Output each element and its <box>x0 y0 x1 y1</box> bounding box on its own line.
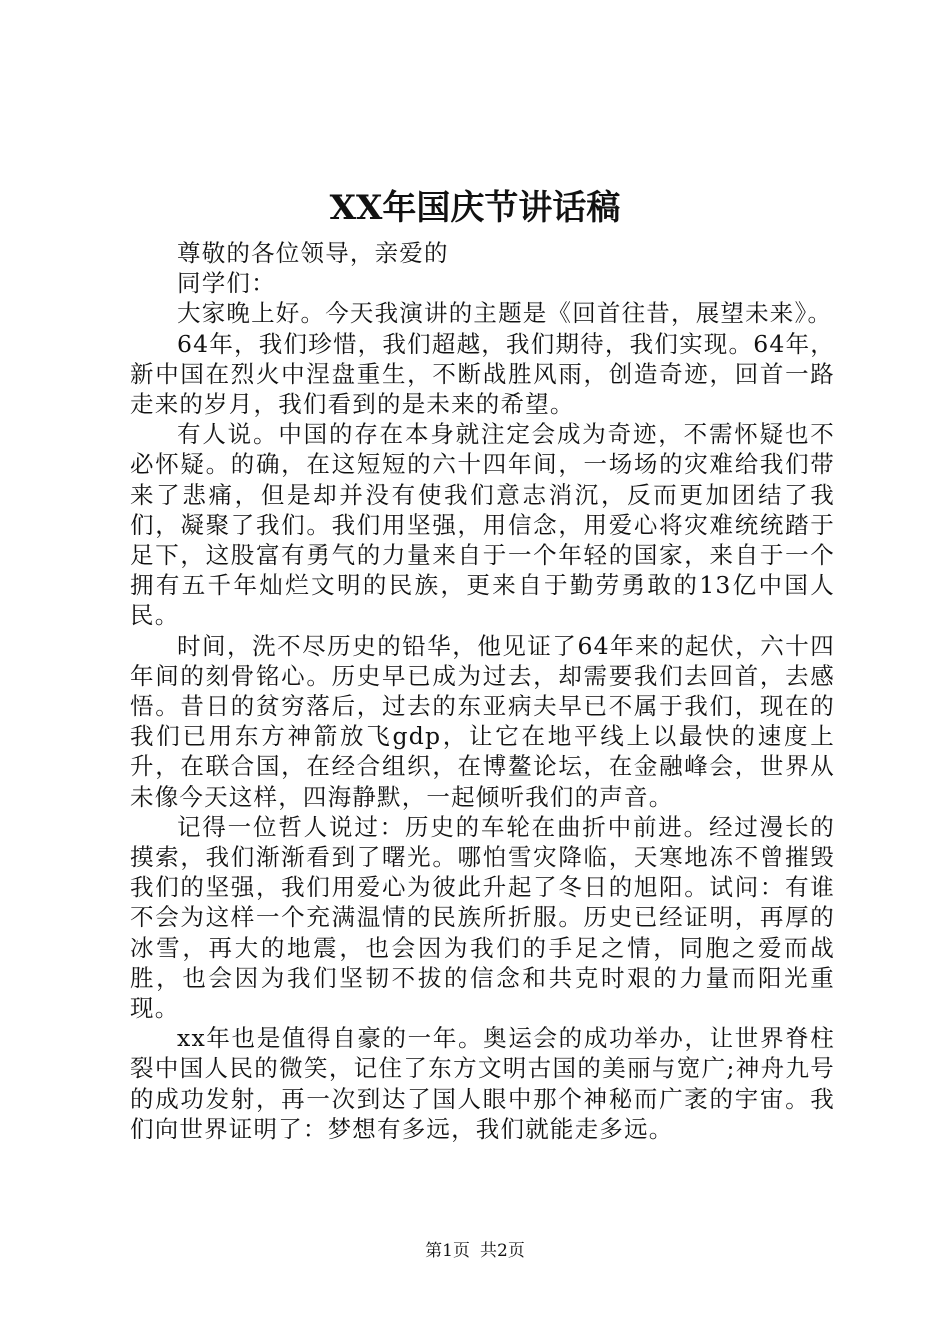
paragraph-history: 时间，洗不尽历史的铅华，他见证了64年来的起伏，六十四年间的刻骨铭心。历史早已成为过去，却需要我们去回首，去感悟。昔日的贫穷落后，过去的东亚病夫早已不属于我们，现在的我们已用东方神箭放飞gdp，让它在地平线上以最快的速度上升，在联合国，在经合组织，在博鳌论坛，在金融峰会，世界从未像今天这样，四海静默，一起倾听我们的声音。 <box>130 631 835 811</box>
paragraph-topic: 大家晚上好。今天我演讲的主题是《回首往昔，展望未来》。 <box>177 299 833 328</box>
page-total: 共2页 <box>480 1241 525 1261</box>
paragraph-philosopher: 记得一位哲人说过：历史的车轮在曲折中前进。经过漫长的摸索，我们渐渐看到了曙光。哪怕雪灾降临，天寒地冻不曾摧毁我们的坚强，我们用爱心为彼此升起了冬日的旭阳。试问：有谁不会为这样一个充满温情的民族所折服。历史已经证明，再厚的冰雪，再大的地震，也会因为我们的手足之情，同胞之爱而战胜，也会因为我们坚韧不拔的信念和共克时艰的力量而阳光重现。 <box>130 812 835 1023</box>
paragraph-greeting: 尊敬的各位领导，亲爱的 <box>177 239 449 267</box>
paragraph-64-years: 64年，我们珍惜，我们超越，我们期待，我们实现。64年，新中国在烈火中涅盘重生，不断战胜风雨，创造奇迹，回首一路走来的岁月，我们看到的是未来的希望。 <box>130 329 835 419</box>
document-title: XX年国庆节讲话稿 <box>329 188 621 228</box>
paragraph-proud-year: xx年也是值得自豪的一年。奥运会的成功举办，让世界脊柱裂中国人民的微笑，记住了东方文明古国的美丽与宽广;神舟九号的成功发射，再一次到达了国人眼中那个神秘而广袤的宇宙。我们向世界证明了：梦想有多远，我们就能走多远。 <box>130 1024 835 1143</box>
paragraph-salutation: 同学们： <box>177 269 276 298</box>
document-body <box>130 238 835 1144</box>
page-footer <box>0 1240 950 1262</box>
paragraph-miracle: 有人说。中国的存在本身就注定会成为奇迹，不需怀疑也不必怀疑。的确，在这短短的六十四年间，一场场的灾难给我们带来了悲痛，但是却并没有使我们意志消沉，反而更加团结了我们，凝聚了我们。我们用坚强，用信念，用爱心将灾难统统踏于足下，这股富有勇气的力量来自于一个年轻的国家，来自于一个拥有五千年灿烂文明的民族，更来自于勤劳勇敢的13亿中国人民。 <box>130 420 835 630</box>
page-number: 第1页 <box>425 1241 470 1261</box>
